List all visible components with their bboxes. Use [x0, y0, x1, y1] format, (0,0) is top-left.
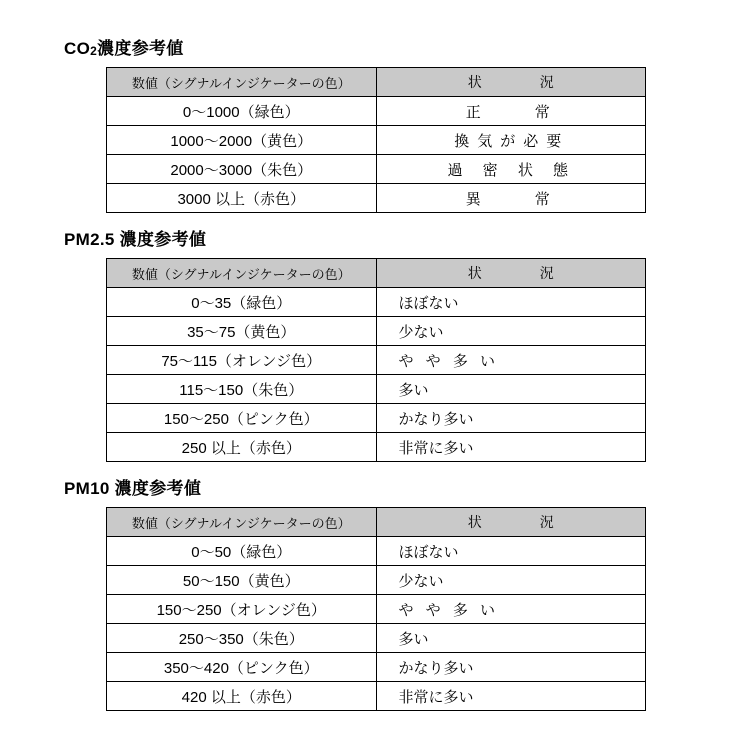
column-header-status: 状 況: [376, 259, 646, 288]
table-pm25: [106, 258, 646, 462]
table-row: [107, 653, 646, 682]
section-title-pm10-main: PM10: [64, 479, 110, 498]
cell-status: 少ない: [376, 317, 646, 346]
section-title-pm25-rest: 濃度参考値: [114, 230, 207, 249]
table-pm25-body: [107, 288, 646, 462]
column-header-status: 状 況: [376, 68, 646, 97]
section-pm25: [60, 225, 696, 462]
cell-status: 非常に多い: [376, 433, 646, 462]
cell-value: 250〜350（朱色）: [107, 624, 377, 653]
cell-status: 正 常: [376, 97, 646, 126]
table-row: [107, 566, 646, 595]
table-row: [107, 155, 646, 184]
table-co2-body: [107, 97, 646, 213]
cell-status: や や 多 い: [376, 595, 646, 624]
section-title-pm25-main: PM2.5: [64, 230, 115, 249]
cell-value: 150〜250（オレンジ色）: [107, 595, 377, 624]
cell-status: かなり多い: [376, 404, 646, 433]
cell-value: 350〜420（ピンク色）: [107, 653, 377, 682]
table-pm10-head: [107, 508, 646, 537]
cell-value: 0〜1000（緑色）: [107, 97, 377, 126]
cell-status: 多い: [376, 375, 646, 404]
cell-status: 過 密 状 態: [376, 155, 646, 184]
table-co2: [106, 67, 646, 213]
table-row: [107, 288, 646, 317]
table-header-row: [107, 259, 646, 288]
column-header-status: 状 況: [376, 508, 646, 537]
cell-status: や や 多 い: [376, 346, 646, 375]
table-header-row: [107, 68, 646, 97]
cell-value: 420 以上（赤色）: [107, 682, 377, 711]
section-pm10: [60, 474, 696, 711]
table-row: [107, 126, 646, 155]
table-row: [107, 346, 646, 375]
cell-status: 少ない: [376, 566, 646, 595]
section-title-co2: [64, 34, 696, 59]
table-pm10: [106, 507, 646, 711]
cell-status: 多い: [376, 624, 646, 653]
cell-status: ほぼない: [376, 537, 646, 566]
cell-status: 換気が必要: [376, 126, 646, 155]
table-pm25-head: [107, 259, 646, 288]
section-title-co2-rest: 濃度参考値: [97, 39, 184, 58]
cell-value: 0〜50（緑色）: [107, 537, 377, 566]
table-row: [107, 682, 646, 711]
cell-value: 50〜150（黄色）: [107, 566, 377, 595]
table-row: [107, 537, 646, 566]
cell-status: ほぼない: [376, 288, 646, 317]
column-header-value: 数値（シグナルインジケーターの色）: [107, 259, 377, 288]
section-co2: [60, 34, 696, 213]
table-co2-head: [107, 68, 646, 97]
table-row: [107, 184, 646, 213]
section-title-co2-subscript: 2: [90, 44, 98, 58]
cell-value: 1000〜2000（黄色）: [107, 126, 377, 155]
table-row: [107, 624, 646, 653]
table-row: [107, 317, 646, 346]
section-title-pm10: [64, 474, 696, 499]
cell-value: 0〜35（緑色）: [107, 288, 377, 317]
table-row: [107, 97, 646, 126]
table-row: [107, 595, 646, 624]
section-title-co2-main: CO: [64, 39, 91, 58]
cell-value: 75〜115（オレンジ色）: [107, 346, 377, 375]
section-title-pm25: [64, 225, 696, 250]
table-pm10-body: [107, 537, 646, 711]
cell-value: 2000〜3000（朱色）: [107, 155, 377, 184]
cell-value: 3000 以上（赤色）: [107, 184, 377, 213]
cell-value: 150〜250（ピンク色）: [107, 404, 377, 433]
section-title-pm10-rest: 濃度参考値: [109, 479, 202, 498]
table-row: [107, 433, 646, 462]
cell-status: 異 常: [376, 184, 646, 213]
cell-status: 非常に多い: [376, 682, 646, 711]
column-header-value: 数値（シグナルインジケーターの色）: [107, 68, 377, 97]
cell-status: かなり多い: [376, 653, 646, 682]
cell-value: 115〜150（朱色）: [107, 375, 377, 404]
table-row: [107, 404, 646, 433]
cell-value: 35〜75（黄色）: [107, 317, 377, 346]
table-row: [107, 375, 646, 404]
column-header-value: 数値（シグナルインジケーターの色）: [107, 508, 377, 537]
table-header-row: [107, 508, 646, 537]
cell-value: 250 以上（赤色）: [107, 433, 377, 462]
